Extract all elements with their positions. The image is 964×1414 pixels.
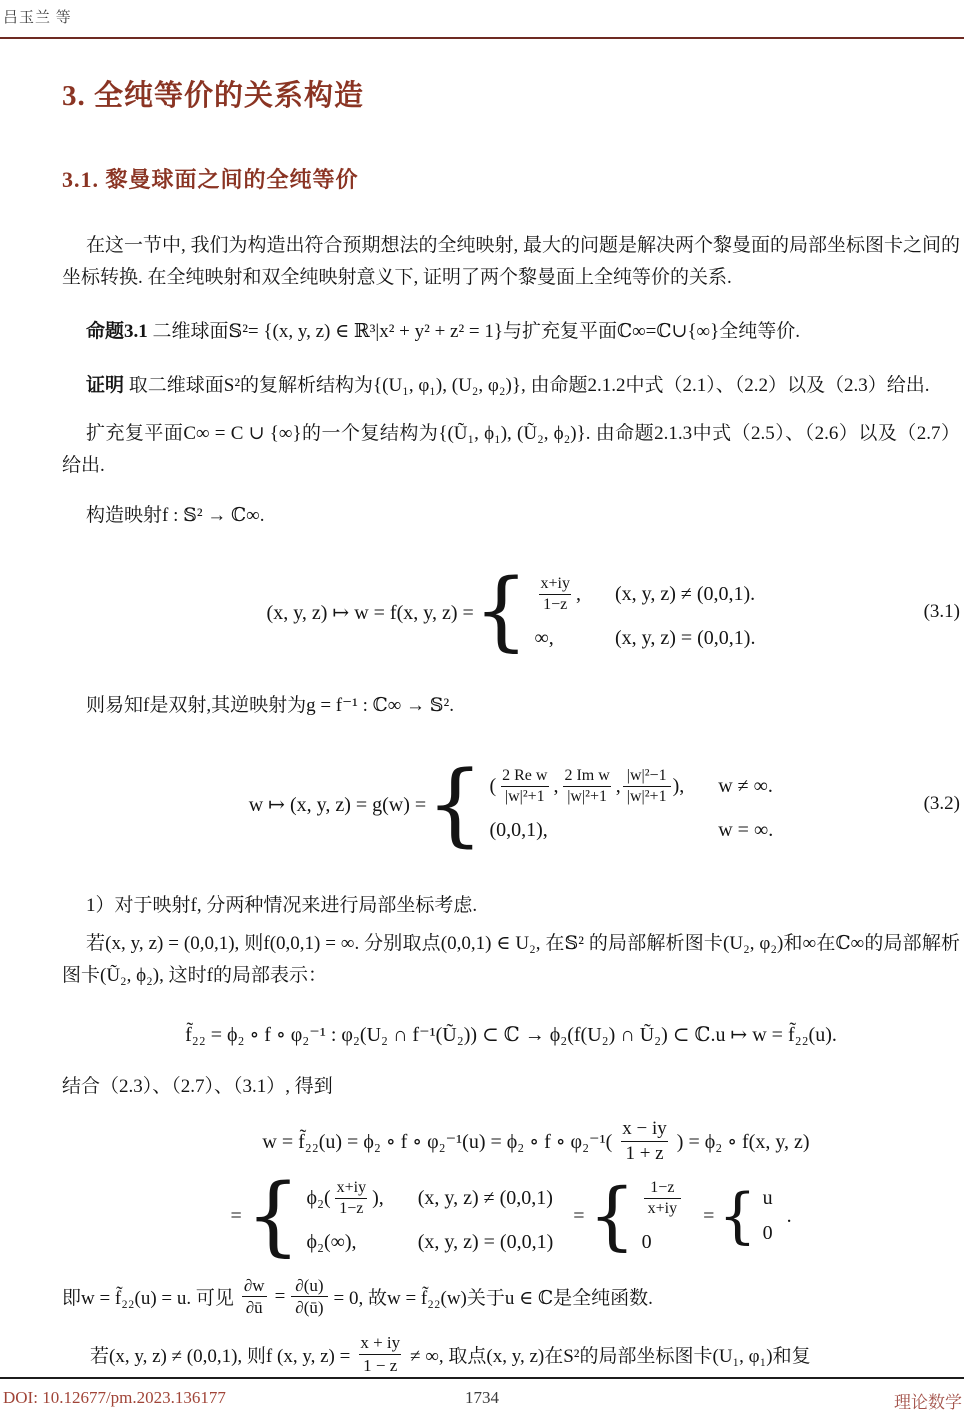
period: .	[786, 1204, 792, 1227]
page-footer	[0, 1377, 964, 1414]
open-paren: (	[489, 775, 497, 797]
fraction	[618, 1117, 671, 1166]
case2-pre: 若(x, y, z) ≠ (0,0,1), 则f (x, y, z) =	[90, 1345, 351, 1367]
equation-3-2-lhs: w ↦ (x, y, z) = g(w) =	[248, 793, 427, 816]
case-value	[489, 766, 684, 807]
fraction	[536, 574, 573, 615]
page-header	[0, 0, 964, 39]
left-brace: {	[718, 1181, 757, 1252]
denominator: 1 − z	[359, 1354, 401, 1376]
case2-paragraph	[62, 1332, 960, 1376]
equation-3-2	[62, 748, 960, 860]
case-value: (0,0,1),	[489, 819, 548, 841]
page-number: 1734	[465, 1388, 499, 1407]
case-intro-paragraph: 1）对于映射f, 分两种情况来进行局部坐标考虑.	[86, 895, 478, 916]
denominator: |w|²+1	[501, 786, 549, 807]
case-value: 0	[641, 1231, 652, 1254]
case-value	[534, 574, 580, 615]
cases-rows	[642, 1178, 683, 1254]
case-condition: (x, y, z) = (0,0,1).	[614, 626, 756, 649]
case-value: 0	[762, 1222, 773, 1245]
fraction	[356, 1332, 404, 1376]
holomorphic-paragraph	[62, 1275, 960, 1319]
case-value: u	[762, 1187, 773, 1210]
left-brace: {	[245, 1165, 301, 1266]
cases-rows	[489, 766, 773, 842]
close-paren: ),	[672, 775, 685, 797]
numerator: x+iy	[336, 1179, 367, 1197]
fraction	[623, 766, 671, 807]
case-value	[306, 1178, 383, 1219]
section-title: 3. 全纯等价的关系构造	[62, 80, 365, 112]
numerator: x + iy	[360, 1333, 401, 1353]
proof-body: 取二维球面S²的复解析结构为{(U₁, φ₁), (U₂, φ₂)}, 由命题2.1.2中式（2.1）、（2.2）以及（2.3）给出.	[124, 375, 930, 396]
equals-sign: =	[573, 1204, 585, 1227]
subsection-title: 3.1. 黎曼球面之间的全纯等价	[62, 167, 359, 192]
equation-tag: (3.1)	[923, 601, 960, 622]
denominator: x+iy	[644, 1198, 681, 1219]
denominator: |w|²+1	[623, 786, 671, 807]
fraction	[560, 766, 613, 807]
equation-tag: (3.2)	[923, 793, 960, 814]
derivation-line1-post: ) = ϕ₂ ∘ f(x, y, z)	[676, 1130, 810, 1153]
denominator: ∂ū	[242, 1296, 267, 1318]
bijection-paragraph: 则易知f是双射,其逆映射为g = f⁻¹ : ℂ∞ → 𝕊².	[86, 695, 454, 716]
numerator: 2 Im w	[564, 767, 610, 784]
construct-map-paragraph: 构造映射f : 𝕊² → ℂ∞.	[86, 505, 265, 526]
case-value: ∞,	[534, 626, 554, 649]
denominator: 1−z	[335, 1198, 367, 1219]
proposition-body: 二维球面𝕊²= {(x, y, z) ∈ ℝ³|x² + y² + z² = 1}与扩充复平面ℂ∞=ℂ∪{∞}全纯等价.	[147, 321, 800, 342]
equals-sign: =	[274, 1285, 286, 1307]
equals-sign: =	[703, 1204, 715, 1227]
proof-paragraph	[62, 370, 960, 402]
denominator: 1 + z	[621, 1141, 667, 1166]
cases-3-2	[426, 751, 774, 857]
fraction	[291, 1275, 327, 1319]
cases-3-1	[473, 561, 756, 662]
left-brace: {	[473, 561, 529, 662]
equals-sign: =	[230, 1204, 242, 1227]
case-condition: (x, y, z) ≠ (0,0,1).	[614, 582, 756, 605]
comma: ,	[553, 775, 559, 797]
numerator: ∂(u)	[295, 1275, 324, 1295]
running-author: 吕玉兰 等	[3, 10, 72, 26]
fraction	[498, 766, 551, 807]
numerator: 2 Re w	[502, 767, 548, 784]
left-brace: {	[426, 751, 484, 857]
case-value	[642, 1178, 683, 1219]
numerator: x+iy	[540, 574, 570, 592]
equation-3-1-lhs: (x, y, z) ↦ w = f(x, y, z) =	[266, 601, 474, 624]
journal-name: 理论数学	[894, 1393, 962, 1412]
page-content	[62, 41, 960, 1376]
derivation-line-1	[262, 1117, 809, 1166]
denominator: |w|²+1	[563, 786, 611, 807]
numerator: ∂w	[243, 1275, 265, 1295]
equation-f22	[62, 1022, 960, 1047]
cases-frac	[588, 1172, 684, 1259]
proposition-label: 命题3.1	[86, 321, 148, 342]
numerator: 1−z	[650, 1179, 675, 1197]
numerator: |w|²−1	[626, 767, 667, 784]
cases-phi	[245, 1165, 554, 1266]
left-brace: {	[588, 1172, 636, 1259]
case1-paragraph: 若(x, y, z) = (0,0,1), 则f(0,0,1) = ∞. 分别取点(0,0,1) ∈ U₂, 在𝕊² 的局部解析图卡(U₂, φ₂)和∞在ℂ∞的局部解析图卡(Ũ₂, ϕ₂), 这时f的局部表示：	[62, 933, 960, 986]
cases-rows	[306, 1178, 553, 1254]
proposition-paragraph	[62, 316, 960, 348]
case-condition: (x, y, z) ≠ (0,0,1)	[417, 1187, 553, 1210]
fraction	[333, 1178, 370, 1219]
phi-close: ),	[372, 1187, 384, 1210]
cases-u	[718, 1181, 773, 1252]
derivation-line1-pre: w = f̃₂₂(u) = ϕ₂ ∘ f ∘ φ₂⁻¹(u) = ϕ₂ ∘ f ∘ φ₂⁻¹(	[262, 1130, 613, 1153]
derivation-line-2	[230, 1165, 792, 1266]
denominator: ∂(ū)	[291, 1296, 327, 1318]
structure-paragraph: 扩充复平面C∞ = C ∪ {∞}的一个复结构为{(Ũ₁, ϕ₁), (Ũ₂, ϕ₂)}. 由命题2.1.3中式（2.5）、（2.6）以及（2.7）给出.	[62, 423, 960, 476]
case-condition: w ≠ ∞.	[718, 775, 773, 797]
case-value: ϕ₂(∞),	[306, 1231, 357, 1254]
phi-open: ϕ₂(	[306, 1187, 331, 1210]
case-condition: w = ∞.	[718, 819, 774, 841]
denominator: 1−z	[539, 594, 571, 615]
intro-paragraph: 在这一节中, 我们为构造出符合预期想法的全纯映射, 最大的问题是解决两个黎曼面的局部坐标图卡之间的坐标转换. 在全纯映射和双全纯映射意义下, 证明了两个黎曼面上全纯等价的关系.	[62, 235, 961, 288]
case2-post: ≠ ∞, 取点(x, y, z)在S²的局部坐标图卡(U₁, φ₁)和复	[410, 1345, 811, 1367]
holo-pre: 即w = f̃₂₂(u) = u. 可见	[62, 1288, 234, 1310]
doi-text: DOI: 10.12677/pm.2023.136177	[3, 1388, 226, 1407]
derivation-equation	[62, 1117, 960, 1266]
numerator: x − iy	[622, 1118, 667, 1139]
holo-post: = 0, 故w = f̃₂₂(w)关于u ∈ ℂ是全纯函数.	[333, 1288, 653, 1310]
fraction	[644, 1178, 681, 1219]
combine-paragraph: 结合（2.3）、（2.7）、（3.1）, 得到	[62, 1076, 333, 1097]
comma: ,	[575, 582, 581, 605]
equation-f22-body: f̃₂₂ = ϕ₂ ∘ f ∘ φ₂⁻¹ : φ₂(U₂ ∩ f⁻¹(Ũ₂)) ⊂ ℂ → ϕ₂(f(U₂) ∩ Ũ₂) ⊂ ℂ.u ↦ w = f̃₂₂(u).	[185, 1024, 837, 1046]
fraction	[240, 1275, 269, 1319]
comma: ,	[615, 775, 621, 797]
cases-rows	[763, 1187, 773, 1245]
equation-3-1	[62, 558, 960, 666]
case-condition: (x, y, z) = (0,0,1)	[417, 1231, 554, 1254]
cases-rows	[534, 574, 755, 650]
proof-label: 证明	[86, 375, 125, 396]
